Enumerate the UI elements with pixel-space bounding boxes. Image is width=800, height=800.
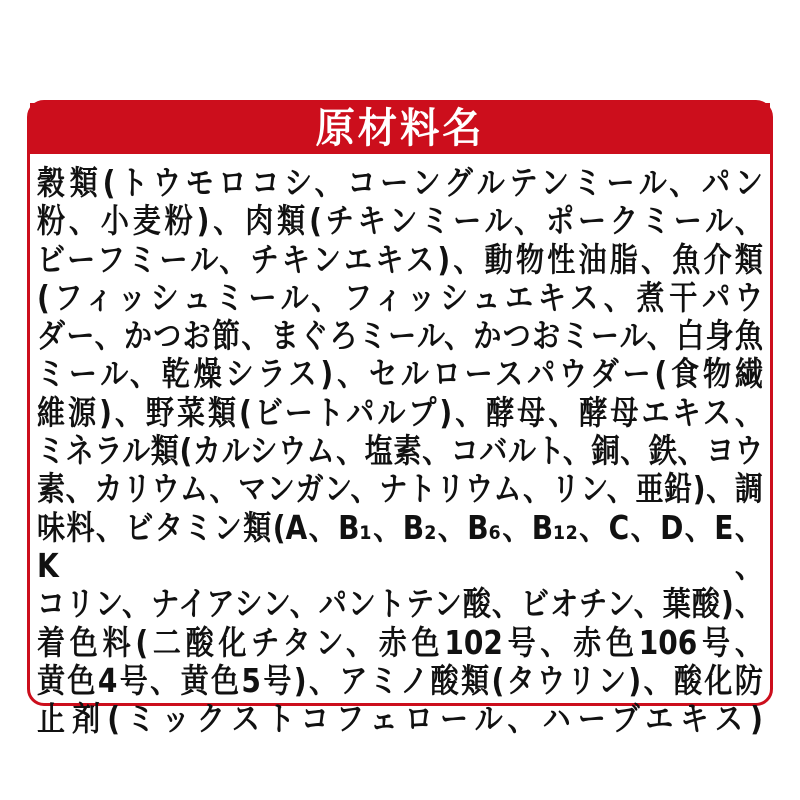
ingredient-line: 黄色4号、黄色5号)、アミノ酸類(タウリン)、酸化防 (37, 660, 763, 700)
ingredient-line: 粉、小麦粉)、肉類(チキンミール、ポークミール、 (37, 201, 763, 241)
ingredients-panel (27, 100, 773, 739)
panel-title: 原材料名 (315, 104, 485, 152)
ingredient-line: (フィッシュミール、フィッシュエキス、煮干パウ (37, 277, 763, 317)
ingredients-text-block (30, 154, 770, 738)
ingredient-line: ミール、乾燥シラス)、セルロースパウダー(食物繊 (37, 354, 763, 394)
ingredient-line: 素、カリウム、マンガン、ナトリウム、リン、亜鉛)、調 (37, 469, 763, 509)
ingredient-line: 味料、ビタミン類(A、B₁、B₂、B₆、B₁₂、C、D、E、K、 (37, 507, 763, 585)
ingredient-line: ダー、かつお節、まぐろミール、かつおミール、白身魚 (37, 316, 763, 356)
ingredient-line: 維源)、野菜類(ビートパルプ)、酵母、酵母エキス、 (37, 392, 763, 432)
ingredient-line: 穀類(トウモロコシ、コーングルテンミール、パン (37, 163, 763, 202)
panel-header (30, 103, 770, 154)
ingredient-line: 止剤(ミックストコフェロール、ハーブエキス) (37, 699, 763, 739)
ingredient-line: ビーフミール、チキンエキス)、動物性油脂、魚介類 (37, 239, 763, 279)
ingredient-line: コリン、ナイアシン、パントテン酸、ビオチン、葉酸)、 (37, 584, 763, 624)
ingredient-line: 着色料(二酸化チタン、赤色102号、赤色106号、 (37, 622, 763, 662)
ingredient-line: ミネラル類(カルシウム、塩素、コバルト、銅、鉄、ヨウ (37, 431, 763, 471)
ingredients-lines (37, 164, 763, 738)
